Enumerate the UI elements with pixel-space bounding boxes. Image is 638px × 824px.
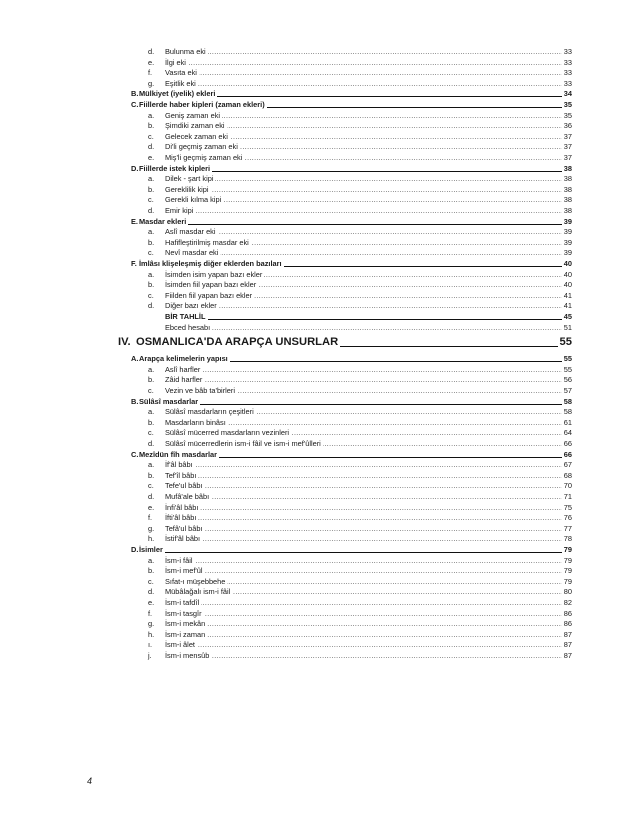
toc-entry-title: İsimden fiil yapan bazı ekler — [165, 280, 257, 290]
toc-entry-page: 55 — [559, 336, 572, 349]
toc-entry-page: 33 — [563, 47, 572, 56]
toc-entry-label: b. — [148, 280, 155, 290]
toc-entry — [0, 78, 572, 89]
toc-entry — [0, 258, 572, 269]
toc-entry-page: 36 — [563, 121, 572, 131]
toc-entry — [0, 480, 572, 491]
toc-entry-title: Fiilden fiil yapan bazı ekler — [165, 290, 253, 300]
toc-entry-page: 64 — [563, 428, 572, 438]
toc-entry — [0, 576, 572, 587]
toc-entry-page: 77 — [563, 523, 572, 533]
toc-entry-title: Tef'îl bâbı — [165, 470, 197, 480]
toc-entry — [0, 565, 572, 576]
toc-entry — [0, 385, 572, 396]
toc-entry-title: Geniş zaman eki — [165, 110, 221, 120]
dot-leader — [165, 512, 564, 523]
dot-leader — [165, 374, 564, 385]
toc-entry — [0, 533, 572, 544]
toc-entry — [0, 67, 572, 78]
toc-entry-label: f. — [148, 608, 153, 618]
toc-entry-page: 40 — [563, 269, 572, 279]
toc-entry-page: 71 — [563, 492, 572, 501]
toc-entry-title: Eşitlik eki — [165, 78, 196, 88]
toc-entry — [0, 88, 572, 99]
toc-entry-label: a. — [148, 269, 155, 279]
toc-entry — [0, 300, 572, 311]
toc-entry-label: b. — [148, 237, 155, 247]
toc-entry-page: 55 — [563, 354, 572, 364]
toc-entry-label: d. — [148, 142, 155, 152]
toc-entry-page: 45 — [563, 312, 572, 321]
toc-entry-label: ı. — [148, 640, 153, 650]
rule-leader — [139, 216, 564, 225]
toc-entry-page: 55 — [563, 364, 572, 374]
dot-leader — [165, 67, 564, 78]
toc-entry-title: İsm-i zaman — [165, 629, 206, 639]
toc-entry-label: h. — [148, 629, 155, 639]
toc-entry — [0, 141, 572, 152]
toc-entry-page: 56 — [563, 375, 572, 385]
toc-entry — [0, 311, 572, 322]
dot-leader — [165, 523, 564, 534]
toc-entry-title: Tefâ'ul bâbı — [165, 523, 203, 533]
toc-entry-label: A. — [131, 354, 139, 364]
toc-entry — [0, 216, 572, 227]
toc-entry-title: Zâid harfler — [165, 375, 203, 385]
toc-entry-title: Diğer bazı ekler — [165, 301, 217, 311]
toc-entry-page: 35 — [563, 110, 572, 120]
toc-entry — [0, 120, 572, 131]
toc-entry-title: İsm-i mef'ûl — [165, 566, 203, 576]
toc-entry-page: 38 — [563, 174, 572, 184]
toc-entry-title: İnfi'âl bâbı — [165, 502, 199, 512]
toc-entry-title: İsm-i âlet — [165, 640, 195, 650]
toc-entry-page: 37 — [563, 131, 572, 141]
toc-entry-page: 80 — [563, 587, 572, 597]
toc-entry — [0, 290, 572, 301]
toc-entry-title: Aslî harfler — [165, 364, 201, 374]
toc-entry-title: Hafifleştirilmiş masdar eki — [165, 237, 249, 247]
dot-leader — [165, 46, 564, 57]
toc-entry — [0, 639, 572, 650]
toc-entry — [0, 512, 572, 523]
toc-entry — [0, 173, 572, 184]
dot-leader — [165, 502, 564, 513]
toc-entry-label: a. — [148, 555, 155, 565]
toc-entry-page: 38 — [563, 206, 572, 215]
dot-leader — [165, 470, 564, 481]
toc-entry-title: Masdarların binâsı — [165, 417, 226, 427]
toc-entry-title: İsm-i tasgîr — [165, 608, 202, 618]
toc-entry-label: a. — [148, 174, 155, 184]
toc-entry-label: B. — [131, 396, 139, 406]
toc-entry — [0, 555, 572, 566]
toc-entry-page: 33 — [563, 78, 572, 88]
toc-entry-title: Sülâsî mücerredlerin ism-i fâil ve ism-i mef'ûlleri — [165, 439, 321, 448]
toc-entry-label: d. — [148, 47, 155, 56]
toc-entry-title: Sıfat-ı müşebbehe — [165, 576, 226, 586]
toc-entry — [0, 237, 572, 248]
toc-entry — [0, 99, 572, 110]
toc-entry-title: İsimler — [139, 545, 163, 554]
toc-entry-label: c. — [148, 290, 154, 300]
toc-entry — [0, 46, 572, 57]
toc-entry-page: 39 — [563, 237, 572, 247]
toc-entry-label: c. — [148, 131, 154, 141]
toc-entry — [0, 449, 572, 460]
toc-entry-label: E. — [131, 216, 138, 226]
toc-entry-label: g. — [148, 619, 155, 629]
toc-entry-title: Aslî masdar eki — [165, 227, 216, 237]
toc-entry-page: 40 — [563, 259, 572, 268]
toc-entry-page: 34 — [563, 89, 572, 99]
toc-entry-label: C. — [131, 100, 139, 109]
toc-entry-title: İsm-i fâil — [165, 555, 193, 565]
toc-entry — [0, 396, 572, 407]
toc-entry-title: Şimdiki zaman eki — [165, 121, 225, 131]
rule-leader — [139, 396, 564, 405]
dot-leader — [165, 491, 564, 502]
toc-entry-page: 87 — [563, 640, 572, 650]
dot-leader — [165, 629, 564, 640]
dot-leader — [165, 300, 564, 311]
toc-entry — [0, 163, 572, 174]
toc-entry-page: 38 — [563, 195, 572, 205]
toc-entry-label: D. — [131, 163, 139, 173]
toc-entry — [0, 523, 572, 534]
toc-entry-title: İlgi eki — [165, 57, 186, 67]
toc-entry-title: Sülâsî masdarlar — [139, 396, 199, 406]
toc-entry — [0, 322, 572, 333]
toc-entry — [0, 269, 572, 280]
toc-entry-label: d. — [148, 206, 155, 215]
toc-entry-page: 35 — [563, 100, 572, 109]
dot-leader — [165, 110, 564, 121]
toc-entry-page: 38 — [563, 163, 572, 173]
toc-entry-title: Di'li geçmiş zaman eki — [165, 142, 238, 152]
toc-entry-page: 79 — [563, 576, 572, 586]
toc-entry-page: 66 — [563, 439, 572, 448]
toc-entry-page: 39 — [563, 227, 572, 237]
toc-entry — [0, 459, 572, 470]
toc-entry-title: Ebced hesabı — [165, 322, 211, 332]
toc-entry-label: f. — [148, 513, 153, 523]
toc-entry-label: d. — [148, 301, 155, 311]
toc-entry-title: OSMANLICA'DA ARAPÇA UNSURLAR — [136, 336, 339, 349]
toc-entry-page: 58 — [563, 407, 572, 417]
toc-entry-title: Tefe'ul bâbı — [165, 481, 203, 491]
toc-entry-label: d. — [148, 587, 155, 597]
toc-entry-label: h. — [148, 534, 155, 544]
toc-entry-label: B. — [131, 89, 139, 99]
toc-entry-label: a. — [148, 364, 155, 374]
toc-entry — [0, 491, 572, 502]
toc-entry — [0, 335, 572, 349]
toc-entry-page: 78 — [563, 534, 572, 544]
toc-entry-title: Gerekli kılma kipi — [165, 195, 222, 205]
toc-entry-title: Arapça kelimelerin yapısı — [139, 354, 228, 364]
toc-entry-title: Masdar ekleri — [139, 216, 187, 226]
toc-entry-label: j. — [148, 651, 152, 660]
toc-entry-title: Fiillerde istek kipleri — [139, 163, 211, 173]
toc-entry-label: g. — [148, 78, 155, 88]
toc-entry-page: 67 — [563, 460, 572, 470]
toc-entry-label: c. — [148, 195, 154, 205]
toc-entry-page: 70 — [563, 481, 572, 491]
toc-entry-label: c. — [148, 576, 154, 586]
rule-leader — [139, 544, 564, 553]
rule-leader — [165, 311, 564, 320]
dot-leader — [165, 322, 564, 333]
toc-entry-page: 87 — [563, 651, 572, 660]
toc-entry-label: e. — [148, 502, 155, 512]
toc-entry-page: 61 — [563, 417, 572, 427]
toc-entry-title: Mezîdün fîh masdarlar — [139, 449, 218, 459]
toc-entry-page: 33 — [563, 57, 572, 67]
toc-entry-title: Miş'li geçmiş zaman eki — [165, 153, 243, 162]
toc-entry — [0, 279, 572, 290]
toc-entry — [0, 470, 572, 481]
toc-entry — [0, 406, 572, 417]
toc-entry-label: D. — [131, 545, 139, 554]
toc-entry — [0, 247, 572, 258]
toc-entry — [0, 438, 572, 449]
toc-entry-title: Nevî masdar eki — [165, 248, 219, 258]
toc-entry-label: b. — [148, 121, 155, 131]
toc-entry-label: b. — [148, 375, 155, 385]
toc-entry — [0, 629, 572, 640]
toc-entry-title: Mufâ'ale bâbı — [165, 492, 210, 501]
toc-entry-title: Mübâlağalı ism-i fâil — [165, 587, 231, 597]
dot-leader — [165, 194, 564, 205]
toc-entry-title: Emir kipi — [165, 206, 194, 215]
toc-entry-page: 39 — [563, 248, 572, 258]
dot-leader — [165, 639, 564, 650]
toc-entry-title: BİR TAHLİL — [165, 312, 206, 321]
toc-entry-title: Gereklilik kipi — [165, 184, 209, 194]
toc-entry-page: 40 — [563, 280, 572, 290]
toc-entry-title: Vezin ve bâb ta'birleri — [165, 386, 236, 395]
toc-entry-title: Dilek - şart kipi — [165, 174, 214, 184]
toc-entry-page: 38 — [563, 184, 572, 194]
dot-leader — [165, 618, 564, 629]
toc-entry — [0, 152, 572, 163]
toc-entry-page: 82 — [563, 598, 572, 607]
dot-leader — [165, 57, 564, 68]
toc-entry-label: g. — [148, 523, 155, 533]
toc-entry-page: 33 — [563, 68, 572, 78]
toc-entry-title: Mülkiyet (iyelik) ekleri — [139, 89, 216, 99]
toc-entry-title: İstif'âl bâbı — [165, 534, 201, 544]
toc-entry — [0, 608, 572, 619]
toc-entry-label: d. — [148, 439, 155, 448]
toc-entry — [0, 502, 572, 513]
toc-entry-page: 37 — [563, 142, 572, 152]
dot-leader — [165, 480, 564, 491]
dot-leader — [165, 78, 564, 89]
toc-entry-title: Gelecek zaman eki — [165, 131, 228, 141]
toc-entry-label: f. — [148, 68, 153, 78]
dot-leader — [165, 247, 564, 258]
toc-entry-title: İsm-i mekân — [165, 619, 206, 629]
toc-entry-page: 41 — [563, 301, 572, 311]
toc-entry-label: b. — [148, 417, 155, 427]
toc-entry-label: c. — [148, 428, 154, 438]
toc-entry-label: a. — [148, 407, 155, 417]
toc-entry-page: 86 — [563, 608, 572, 618]
toc-entry-title: İmlâsı klişeleşmiş diğer eklerden bazıları — [139, 259, 282, 268]
toc-entry-label: e. — [148, 598, 155, 607]
toc-entry — [0, 417, 572, 428]
toc-entry — [0, 184, 572, 195]
dot-leader — [165, 205, 564, 216]
dot-leader — [165, 565, 564, 576]
toc-entry — [0, 194, 572, 205]
toc-entry-label: b. — [148, 566, 155, 576]
toc-entry — [0, 57, 572, 68]
toc-entry-label: F. — [131, 259, 137, 268]
toc-entry-label: e. — [148, 153, 155, 162]
toc-entry-title: Sülâsî masdarların çeşitleri — [165, 407, 254, 417]
toc-entry-page: 79 — [563, 566, 572, 576]
toc-entry — [0, 618, 572, 629]
toc-entry-page: 76 — [563, 513, 572, 523]
toc-entry-label: a. — [148, 227, 155, 237]
dot-leader — [165, 597, 564, 608]
toc-entry-page: 58 — [563, 396, 572, 406]
toc-entry-title: Sülâsî mücerred masdarların vezinleri — [165, 428, 290, 438]
toc-entry-page: 66 — [563, 449, 572, 459]
toc-entry-label: c. — [148, 248, 154, 258]
toc-entry-page: 37 — [563, 153, 572, 162]
toc-entry-page: 86 — [563, 619, 572, 629]
toc-entry-title: Bulunma eki — [165, 47, 206, 56]
toc-entry — [0, 374, 572, 385]
toc-entry — [0, 597, 572, 608]
toc-entry-title: İfti'âl bâbı — [165, 513, 197, 523]
toc-entry-label: c. — [148, 481, 154, 491]
toc-entry-page: 87 — [563, 629, 572, 639]
toc-entry-label: C. — [131, 449, 139, 459]
toc-entry — [0, 364, 572, 375]
toc-entry-title: İf'âl bâbı — [165, 460, 193, 470]
dot-leader — [165, 184, 564, 195]
dot-leader — [165, 173, 564, 184]
toc-entry — [0, 586, 572, 597]
toc-entry-title: Fiillerde haber kipleri (zaman ekleri) — [139, 100, 265, 109]
toc-entry-title: İsimden isim yapan bazı ekler — [165, 269, 263, 279]
toc-entry — [0, 544, 572, 555]
toc-entry-page: 57 — [563, 386, 572, 395]
toc-entry-title: İsm-i mensûb — [165, 651, 210, 660]
toc-entry-page: 68 — [563, 470, 572, 480]
toc-entry — [0, 131, 572, 142]
page-number: 4 — [87, 776, 93, 786]
toc-entry-label: a. — [148, 110, 155, 120]
toc-entry — [0, 650, 572, 661]
dot-leader — [165, 226, 564, 237]
toc-entry-label: a. — [148, 460, 155, 470]
toc-entry-label: b. — [148, 184, 155, 194]
dot-leader — [165, 364, 564, 375]
toc-entry-label: d. — [148, 492, 155, 501]
toc-entry-page: 51 — [563, 322, 572, 332]
toc-entry — [0, 205, 572, 216]
toc-entry-page: 41 — [563, 290, 572, 300]
toc-entry-page: 39 — [563, 216, 572, 226]
toc-entry-label: b. — [148, 470, 155, 480]
toc-entry-page: 75 — [563, 502, 572, 512]
toc-entry-title: İsm-i tafdîl — [165, 598, 200, 607]
toc-entry-label: e. — [148, 57, 155, 67]
dot-leader — [165, 650, 564, 661]
toc-entry — [0, 353, 572, 364]
toc-entry-label: c. — [148, 386, 154, 395]
toc-entry-page: 79 — [563, 555, 572, 565]
toc-entry-page: 79 — [563, 545, 572, 554]
toc-entry — [0, 427, 572, 438]
toc-entry — [0, 110, 572, 121]
dot-leader — [165, 608, 564, 619]
toc-entry-title: Vasıta eki — [165, 68, 197, 78]
toc-entry-label: IV. — [118, 336, 131, 349]
dot-leader — [165, 555, 564, 566]
dot-leader — [165, 533, 564, 544]
dot-leader — [165, 459, 564, 470]
toc-entry — [0, 226, 572, 237]
